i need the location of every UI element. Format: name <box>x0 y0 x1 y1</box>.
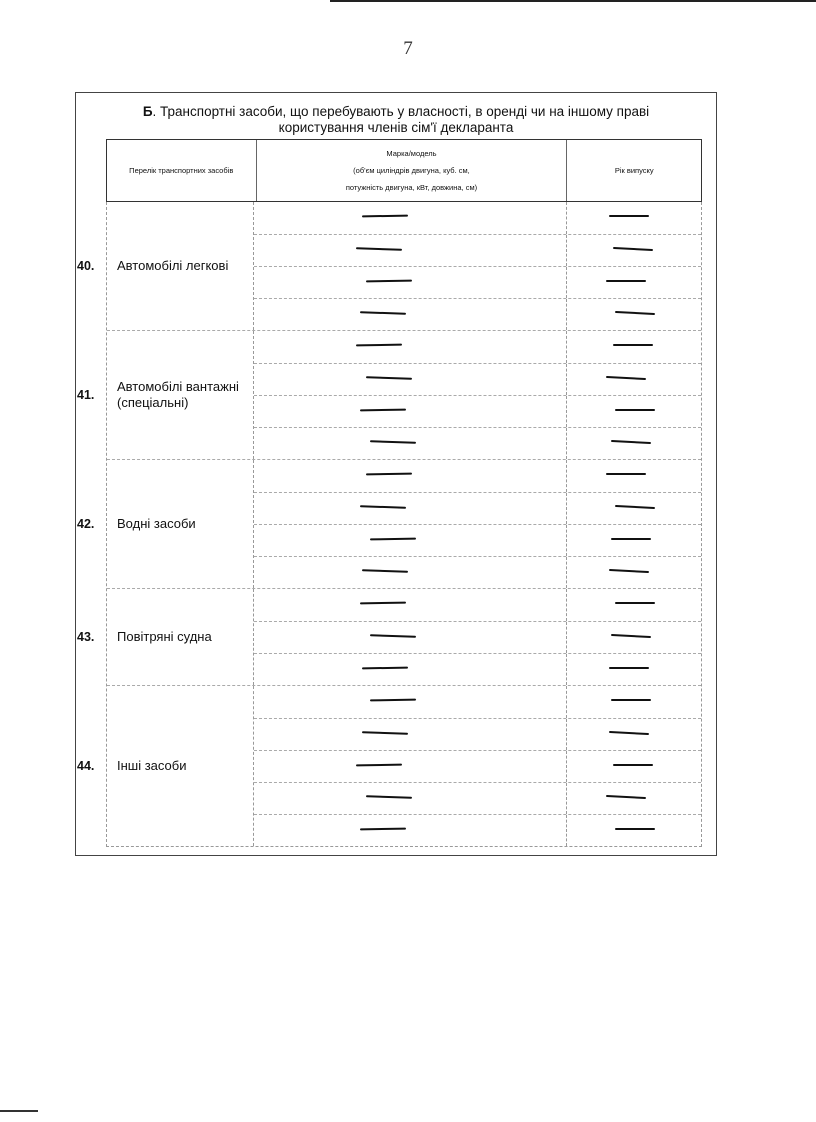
handwritten-dash <box>609 569 649 573</box>
group-number: 43. <box>77 630 95 644</box>
year-cell <box>567 719 701 750</box>
table-row <box>254 331 701 363</box>
handwritten-dash <box>611 440 651 444</box>
handwritten-dash <box>360 505 406 509</box>
group-label: Водні засоби <box>117 516 196 531</box>
table-row <box>254 202 701 234</box>
page-number: 7 <box>403 38 413 59</box>
year-cell <box>567 235 701 266</box>
handwritten-dash <box>366 795 412 799</box>
header-model-line1: Марка/модель <box>386 149 437 158</box>
handwritten-dash <box>362 667 408 670</box>
handwritten-dash <box>356 247 402 251</box>
handwritten-dash <box>366 376 412 380</box>
handwritten-dash <box>370 634 416 638</box>
group-number: 42. <box>77 517 95 531</box>
year-cell <box>567 557 701 588</box>
table-row <box>254 782 701 814</box>
model-cell <box>254 493 567 524</box>
handwritten-dash <box>366 280 412 283</box>
table-row <box>254 750 701 782</box>
handwritten-dash <box>615 505 655 509</box>
handwritten-dash <box>360 311 406 315</box>
group-label-cell <box>77 460 254 588</box>
model-cell <box>254 719 567 750</box>
model-cell <box>254 460 567 492</box>
handwritten-dash <box>606 280 646 282</box>
table-row <box>254 266 701 298</box>
vehicles-table <box>77 139 702 847</box>
table-row <box>254 460 701 492</box>
group-number: 44. <box>77 759 95 773</box>
year-cell <box>567 589 701 621</box>
table-row <box>254 234 701 266</box>
handwritten-dash <box>366 473 412 476</box>
model-cell <box>254 525 567 556</box>
group-label: Автомобілі легкові <box>117 258 229 273</box>
handwritten-dash <box>362 731 408 735</box>
group-number: 40. <box>77 259 95 273</box>
section-letter: Б <box>142 104 153 119</box>
handwritten-dash <box>611 634 651 638</box>
model-cell <box>254 202 567 234</box>
group-number: 41. <box>77 388 95 402</box>
bottom-mark <box>0 1110 38 1112</box>
table-body <box>77 202 702 847</box>
year-cell <box>567 364 701 395</box>
group-label: Автомобілі вантажні (спеціальні) <box>117 379 239 410</box>
handwritten-dash <box>356 344 402 347</box>
handwritten-dash <box>609 215 649 217</box>
year-cell <box>567 622 701 653</box>
model-cell <box>254 267 567 298</box>
top-rule <box>330 0 816 2</box>
model-cell <box>254 751 567 782</box>
header-model-line3: потужність двигуна, кВт, довжина, см) <box>345 183 478 192</box>
handwritten-dash <box>370 538 416 541</box>
table-row <box>254 686 701 718</box>
table-group <box>77 588 701 685</box>
section-title-line2: користування членів сім'ї декларанта <box>278 120 514 135</box>
group-label: Повітряні судна <box>117 629 212 644</box>
handwritten-dash <box>615 409 655 411</box>
handwritten-dash <box>611 538 651 540</box>
table-row <box>254 621 701 653</box>
table-row <box>254 492 701 524</box>
year-cell <box>567 525 701 556</box>
model-cell <box>254 557 567 588</box>
handwritten-dash <box>611 699 651 701</box>
model-cell <box>254 686 567 718</box>
table-row <box>254 395 701 427</box>
year-cell <box>567 815 701 846</box>
handwritten-dash <box>362 215 408 218</box>
model-cell <box>254 364 567 395</box>
model-cell <box>254 428 567 459</box>
handwritten-dash <box>609 731 649 735</box>
year-cell <box>567 751 701 782</box>
table-row <box>254 718 701 750</box>
model-cell <box>254 783 567 814</box>
header-list: Перелік транспортних засобів <box>129 166 234 175</box>
year-cell <box>567 396 701 427</box>
model-cell <box>254 396 567 427</box>
group-label-cell <box>77 686 254 846</box>
year-cell <box>567 686 701 718</box>
group-label: Інші засоби <box>117 758 187 773</box>
header-model <box>256 140 568 201</box>
handwritten-dash <box>370 440 416 444</box>
model-cell <box>254 299 567 330</box>
table-row <box>254 363 701 395</box>
handwritten-dash <box>615 602 655 604</box>
table-row <box>254 298 701 330</box>
year-cell <box>567 202 701 234</box>
table-group <box>77 685 701 846</box>
handwritten-dash <box>356 764 402 767</box>
handwritten-dash <box>360 602 406 605</box>
section-title-line1: . Транспортні засоби, що перебувають у власності, в оренді чи на іншому праві <box>152 104 650 119</box>
table-group <box>77 330 701 459</box>
table-row <box>254 589 701 621</box>
handwritten-dash <box>360 409 406 412</box>
year-cell <box>567 267 701 298</box>
handwritten-dash <box>360 828 406 831</box>
year-cell <box>567 331 701 363</box>
year-cell <box>567 783 701 814</box>
year-cell <box>567 654 701 685</box>
handwritten-dash <box>609 667 649 669</box>
group-label-cell <box>77 202 254 330</box>
model-cell <box>254 589 567 621</box>
year-cell <box>567 493 701 524</box>
group-label-cell <box>77 589 254 685</box>
table-header <box>106 139 702 202</box>
model-cell <box>254 622 567 653</box>
table-row <box>254 814 701 846</box>
year-cell <box>567 460 701 492</box>
model-cell <box>254 654 567 685</box>
handwritten-dash <box>613 764 653 766</box>
table-row <box>254 524 701 556</box>
handwritten-dash <box>615 828 655 830</box>
section-title <box>75 104 717 136</box>
header-model-line2: (об'єм циліндрів двигуна, куб. см, <box>353 166 470 175</box>
table-row <box>254 427 701 459</box>
handwritten-dash <box>606 376 646 380</box>
year-cell <box>567 299 701 330</box>
model-cell <box>254 235 567 266</box>
model-cell <box>254 815 567 846</box>
year-cell <box>567 428 701 459</box>
handwritten-dash <box>362 569 408 573</box>
table-row <box>254 556 701 588</box>
group-label-cell <box>77 331 254 459</box>
table-row <box>254 653 701 685</box>
handwritten-dash <box>613 344 653 346</box>
handwritten-dash <box>606 795 646 799</box>
handwritten-dash <box>606 473 646 475</box>
table-group <box>77 459 701 588</box>
handwritten-dash <box>615 311 655 315</box>
handwritten-dash <box>370 699 416 702</box>
model-cell <box>254 331 567 363</box>
handwritten-dash <box>613 247 653 251</box>
table-group <box>77 202 701 330</box>
header-year: Рік випуску <box>614 166 654 175</box>
